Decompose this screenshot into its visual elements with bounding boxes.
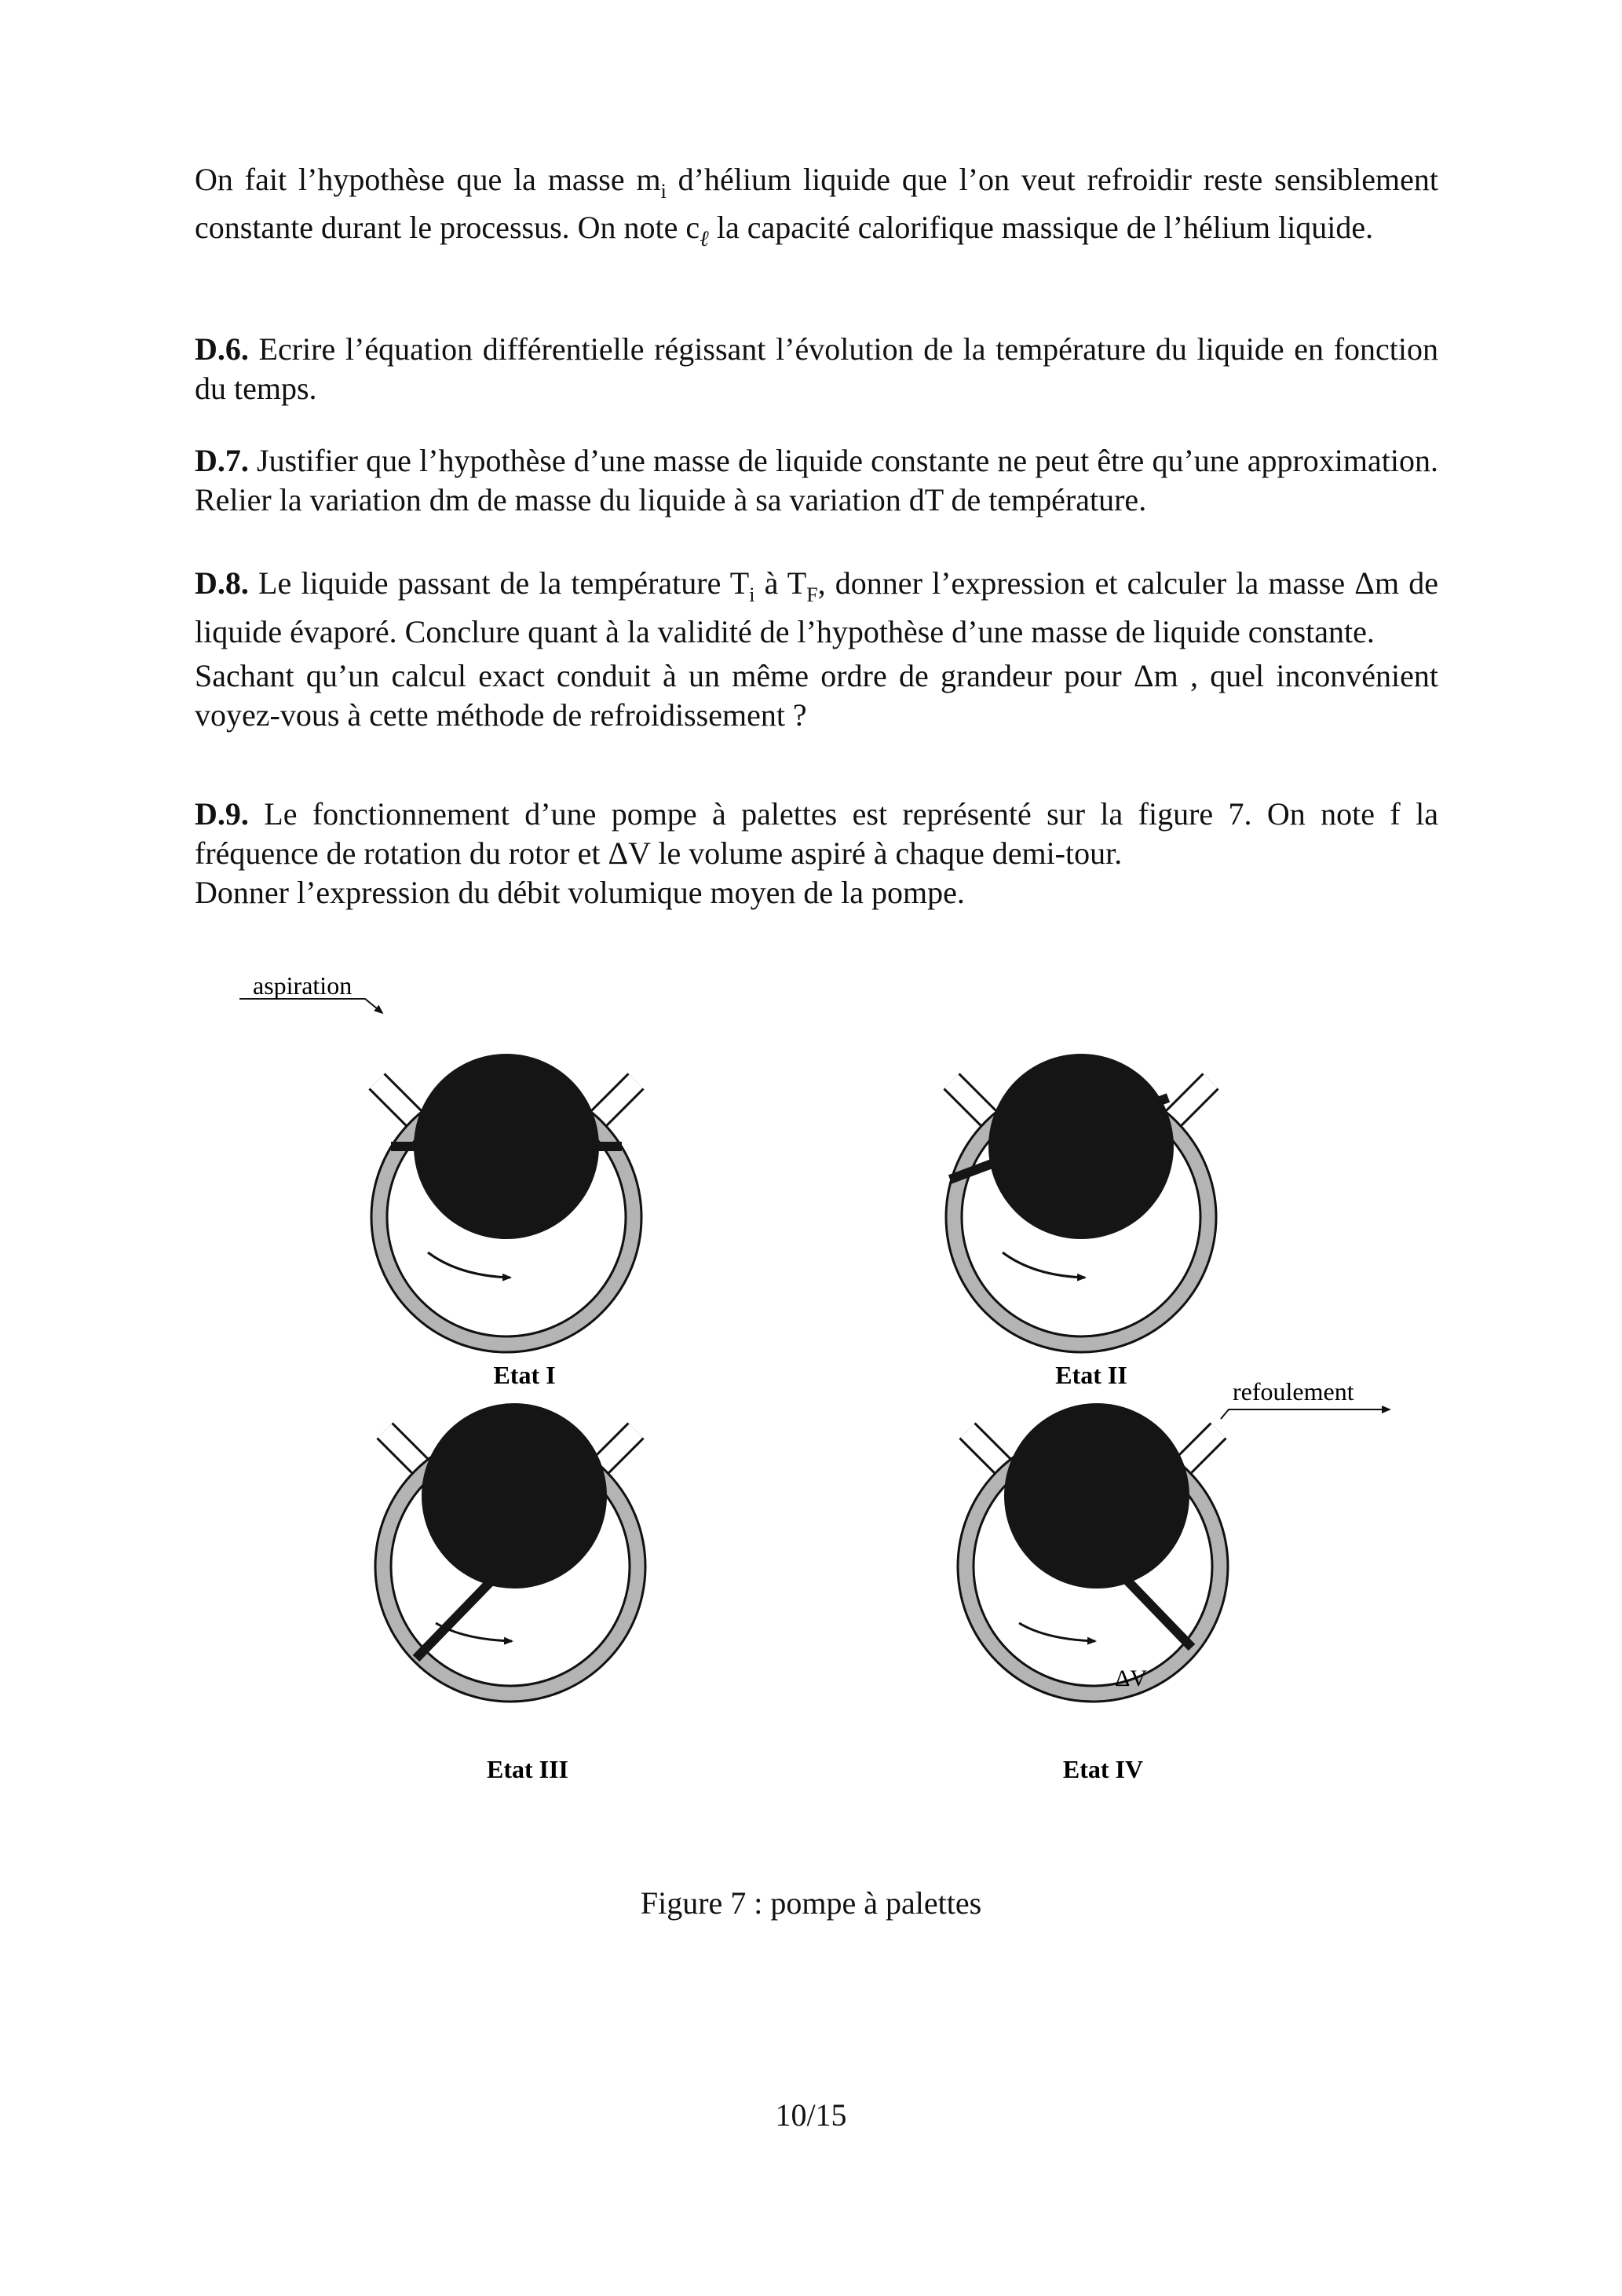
aspiration-label: aspiration — [253, 971, 353, 1000]
question-label: D.9. — [195, 796, 249, 832]
question-label: D.6. — [195, 331, 249, 367]
pump-state-4 — [958, 1403, 1228, 1782]
question-d6: D.6. Ecrire l’équation différentielle régissant l’évolution de la température du liquide en fonction du temps. — [195, 331, 1438, 406]
question-d8: D.8. Le liquide passant de la température $T_i$ à $T_F$, donner l’expression et calculer la masse Δm de liquide évaporé. Conclure quant à la validité de l’hypothèse d’une masse de liquide constante. Sachant qu’un calcul exact conduit à un même ordre de grandeur pour Δm , quel inconvénient voyez-vous à cette méthode de refroidissement ? — [195, 565, 1438, 733]
figure-caption: Figure 7 : pompe à palettes — [640, 1885, 982, 1921]
pump-state-3 — [375, 1403, 645, 1782]
question-label: D.8. — [195, 565, 249, 601]
delta-v-label: ΔV — [1115, 1665, 1147, 1691]
rotor — [988, 1054, 1174, 1239]
pump-state-2 — [946, 1054, 1216, 1389]
page-number: 10/15 — [775, 2097, 847, 2133]
vane-pump-figure — [0, 966, 1622, 1782]
state-1-label: Etat I — [493, 1361, 556, 1389]
rotor — [1004, 1403, 1189, 1589]
state-2-label: Etat II — [1055, 1361, 1127, 1389]
pump-state-1 — [239, 971, 641, 1389]
question-label: D.7. — [195, 443, 249, 478]
state-3-label: Etat III — [486, 1755, 569, 1782]
question-d9: D.9. Le fonctionnement d’une pompe à palettes est représenté sur la figure 7. On note f la fréquence de rotation du rotor et ΔV le volume aspiré à chaque demi-tour. Donner l’expression du débit volumique moyen de la pompe. — [195, 796, 1438, 910]
paragraph-hypothesis: On fait l’hypothèse que la masse $m_i$ d’hélium liquide que l’on veut refroidir reste sensiblement constante durant le processus. On note $c_\ell$ la capacité calorifique massique de l’hélium liquide. — [195, 162, 1438, 251]
refoulement-label: refoulement — [1233, 1377, 1354, 1406]
question-d7: D.7. Justifier que l’hypothèse d’une masse de liquide constante ne peut être qu’une approximation. Relier la variation dm de masse du liquide à sa variation dT de température. — [195, 443, 1438, 517]
state-4-label: Etat IV — [1062, 1755, 1144, 1782]
